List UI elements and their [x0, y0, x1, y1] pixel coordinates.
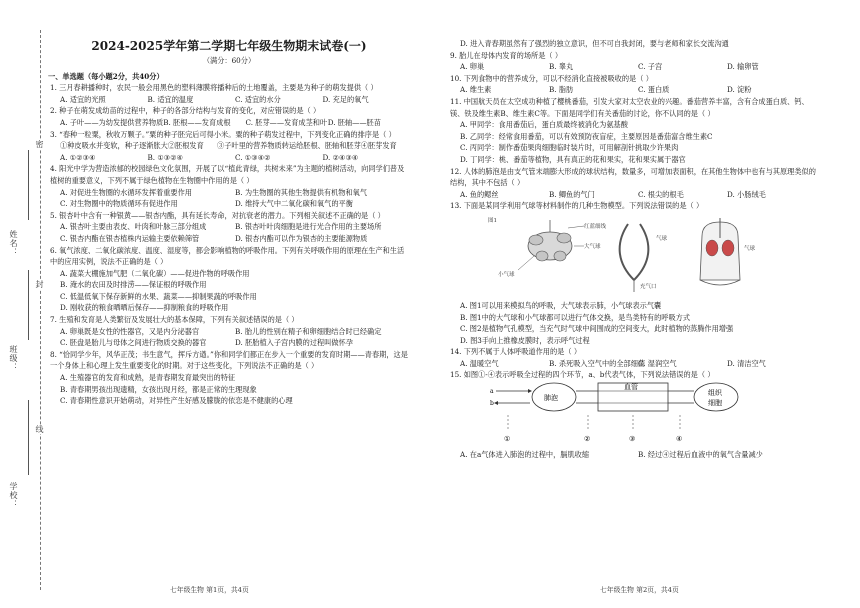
- answer-option: B. 胚根——发育成根: [163, 117, 231, 127]
- tissue-label: 组织: [708, 389, 722, 398]
- question-stem: 10. 下列食物中的营养成分，可以不经消化直接被吸收的是（ ）: [450, 73, 653, 83]
- answer-option: D. 进入青春期虽然有了强烈的独立意识，但不可自我封闭，要与老师和家长交流沟通: [460, 39, 729, 48]
- seal-dashed-line: [40, 30, 41, 590]
- option-row: [48, 291, 410, 303]
- question-stem: 12. 人体的肺泡是由支气管末端膨大形成的球状结构，数量多，可增加表面积，在其他生物体中也有与其原理类似的结构，其中不包括（ ）: [450, 166, 816, 188]
- option-row: [48, 187, 410, 199]
- score-note: （满分：60分）: [202, 56, 256, 65]
- option-row: [48, 198, 410, 210]
- option-row: [48, 268, 410, 280]
- class-label: 班级：: [9, 345, 18, 372]
- answer-option: C. 适宜的水分: [235, 94, 281, 104]
- answer-option: A. 温暖空气: [460, 358, 499, 368]
- answer-option: B. 脂肪: [549, 85, 574, 95]
- question-stem: 8. “恰同学少年，风华正茂；书生意气，挥斥方遒。”你和同学们都正在步入一个重要的发育时期——青春期，这是一个身体上和心理上发生重要变化的时期。对于这些变化，下列说法不正确的是（ ）: [50, 349, 408, 371]
- answer-option: D. 小肠绒毛: [727, 189, 766, 199]
- option-row: [48, 395, 410, 407]
- page-left-column: [48, 0, 410, 608]
- figure-13-models: [488, 214, 816, 296]
- answer-option: B. 青春期男孩出现遗精，女孩出现月经，都是正常的生理现象: [60, 384, 257, 394]
- answer-option: C. 图2是植物气孔模型，当充气时气球中间围成的空间变大，此时植物的蒸腾作用增强: [460, 324, 734, 334]
- answer-option: C. 青春期性意识开始萌动，对异性产生好感及朦胧的依恋是不健康的心理: [60, 396, 293, 406]
- answer-option: D. 图3手向上推橡皮膜时，表示呼气过程: [460, 335, 590, 345]
- answer-option: A. 适宜的光照: [60, 94, 106, 104]
- question-list: [448, 38, 816, 212]
- alveolus-label: 肺泡: [544, 394, 558, 403]
- answer-option: A. 在a气体进入肺泡的过程中，膈肌收缩: [460, 450, 590, 460]
- class-blank-line: [28, 270, 29, 340]
- answer-option: D. 淀粉: [727, 85, 752, 95]
- answer-option: ③子叶里的营养物质转运给胚根、胚轴和胚芽: [217, 141, 361, 151]
- answer-option: D. ②④③④: [322, 152, 359, 162]
- gas-a-label: a: [490, 388, 494, 396]
- answer-option: C. 蛋白质: [638, 85, 670, 95]
- answer-option: B. ①③②④: [147, 152, 184, 162]
- answer-option: D. 维持大气中二氧化碳和氧气的平衡: [235, 199, 353, 209]
- option-row: [48, 94, 410, 106]
- answer-option: A. 维生素: [460, 85, 492, 95]
- figure-15-respiration: [488, 381, 816, 447]
- answer-option: A. 银杏叶主要由表皮、叶肉和叶脉三部分组成: [60, 222, 207, 232]
- answer-option: C. 胚芽——发育成茎和叶: [245, 117, 328, 127]
- option-row: [448, 38, 816, 50]
- question-stem: 15. 如图①-④表示呼吸全过程的四个环节，a、b代表气体，下列说法错误的是（ ）: [450, 370, 715, 380]
- option-row: [48, 384, 410, 396]
- option-row: [48, 233, 410, 245]
- answer-option: B. 经过④过程后血液中的氧气含量减少: [638, 450, 763, 460]
- page-footer-right: 七年级生物 第2页，共4页: [600, 586, 679, 594]
- answer-option: ②胚根发育: [167, 141, 204, 151]
- option-row: [448, 142, 816, 154]
- option-row: [448, 312, 816, 324]
- option-row: [448, 61, 816, 73]
- answer-option: B. 为生物圈的其他生物提供有机物和氧气: [235, 187, 368, 197]
- answer-option: B. 胎儿的性别在精子和卵细胞结合时已经确定: [235, 326, 382, 336]
- answer-option: D. 丁同学：桃、番茄等植物，具有真正的花和果实，花和果实属于器官: [460, 154, 686, 164]
- answer-option: B. 睾丸: [549, 62, 574, 72]
- stomata-model: [620, 224, 649, 292]
- school-blank-line: [28, 400, 29, 475]
- answer-option: ④胚芽发育: [360, 141, 397, 151]
- answer-option: ①种皮吸水并变软，种子逐渐胀大: [60, 141, 168, 151]
- option-row: [48, 221, 410, 233]
- answer-option: D. 充足的氧气: [322, 94, 369, 104]
- answer-option: B. 淹水的农田及时排涝——保证根的呼吸作用: [60, 280, 207, 290]
- fig-label: 大气球: [584, 243, 601, 250]
- question-stem: 1. 三月春耕播种时，农民一般会用黑色的塑料薄膜将播种后的土地覆盖，主要是为种子的萌发提供（ ）: [50, 83, 378, 93]
- answer-option: D. 刚收获的粮食晒晒后保存——抑制粮食的呼吸作用: [60, 303, 229, 313]
- answer-option: C. 湿润空气: [638, 358, 677, 368]
- question-stem: 4. 阳光中学为营造浓郁的校园绿色文化氛围，开展了以“植此青绿，共树未来”为主题的植树活动，向同学们普及植树的重要意义，下列不属于绿色植物在生物圈中作用的是（ ）: [50, 164, 405, 185]
- question-list: [448, 449, 816, 461]
- name-label: 姓名：: [9, 230, 18, 257]
- answer-option: B. 鲫鱼的气门: [549, 189, 595, 199]
- option-row: [448, 449, 816, 461]
- answer-option: B. 银杏叶叶肉细胞是进行光合作用的主要场所: [235, 222, 382, 232]
- balloon-models-illustration: [488, 214, 788, 296]
- question-stem: 6. 氧气浓度、二氧化碳浓度、温度、湿度等，都会影响植物的呼吸作用。下列有关呼吸作用的原理在生产和生活中的应用实例，说法不正确的是（ ）: [50, 245, 405, 267]
- option-row: [448, 323, 816, 335]
- option-row: [48, 279, 410, 291]
- option-row: [48, 140, 410, 152]
- option-row: [48, 326, 410, 338]
- answer-option: A. 卵巢既是女性的性器官，又是内分泌器官: [60, 326, 200, 336]
- bell-jar-model: [700, 218, 740, 285]
- section-heading: 一、单选题（每小题2分，共40分）: [48, 71, 164, 81]
- fig-label: 气球: [656, 235, 668, 242]
- step-label: ②: [584, 435, 591, 444]
- answer-option: B. 乙同学：经常食用番茄，可以有效预防夜盲症，主要原因是番茄富含维生素C: [460, 131, 713, 141]
- exam-title: 2024-2025学年第二学期七年级生物期末试卷(一): [91, 39, 367, 53]
- option-row: [448, 300, 816, 312]
- option-row: [448, 335, 816, 347]
- answer-option: C. 对生物圈中的物质循环有促进作用: [60, 199, 178, 209]
- option-row: [48, 372, 410, 384]
- question-stem: 7. 生殖和发育是人类繁衍及发展壮大的基本保障，下列有关叙述错误的是（ ）: [50, 315, 299, 325]
- answer-option: C. 根尖的根毛: [638, 189, 684, 199]
- name-blank-line: [28, 150, 29, 220]
- question-stem: 13. 下面是某同学利用气球等材料制作的几种生物模型。下列说法错误的是（ ）: [450, 201, 704, 211]
- gas-b-label: b: [490, 400, 494, 408]
- question-stem: 11. 中国航天员在太空成功种植了樱桃番茄，引发大家对太空农业的兴趣。番茄营养丰富，含有合成蛋白质、钙、镁、铁及维生素B、维生素C等。下面是同学们有关番茄的讨论，你不认同的是（ ）: [450, 96, 809, 118]
- step-label: ③: [629, 435, 636, 444]
- answer-option: C. 胚盘是胎儿与母体之间进行物质交换的器官: [60, 338, 207, 348]
- answer-option: C. 丙同学：制作番茄果肉细胞临时装片时，可用解剖针挑取少许果肉: [460, 143, 679, 153]
- question-list: [48, 82, 410, 407]
- page-right-column: [448, 0, 816, 608]
- option-row: [48, 302, 410, 314]
- answer-option: A. 子叶——为幼发提供营养物质: [60, 117, 164, 127]
- fig-label: 红蓝细线: [584, 223, 607, 230]
- option-row: [448, 131, 816, 143]
- answer-option: C. 子宫: [638, 62, 663, 72]
- step-label: ①: [504, 435, 511, 444]
- answer-option: B. 适宜的温度: [147, 94, 194, 104]
- answer-option: A. 甲同学：食用番茄后，蛋白质最终被消化为氨基酸: [460, 120, 628, 130]
- answer-option: D. 胚胎植入子宫内膜的过程叫做怀孕: [235, 338, 353, 348]
- answer-option: A. 对促进生物圈的水循环发挥着重要作用: [60, 187, 192, 197]
- option-row: [448, 84, 816, 96]
- answer-option: D. 胚轴——胚苗: [327, 117, 381, 127]
- fig-label: 充气口: [640, 283, 657, 290]
- answer-option: D. 输卵管: [727, 62, 759, 72]
- fig-label: 气球: [744, 245, 756, 252]
- vessel-label: 血管: [624, 383, 638, 392]
- answer-option: C. ①③④②: [235, 152, 271, 162]
- answer-option: A. 蔬菜大棚施加气肥（二氧化碳）——促进作物的呼吸作用: [60, 268, 250, 278]
- binding-margin: [0, 0, 46, 608]
- school-label: 学校：: [9, 482, 18, 509]
- question-list: [448, 300, 816, 381]
- option-row: [448, 154, 816, 166]
- question-stem: 14. 下列不属于人体呼吸道作用的是（ ）: [450, 347, 582, 357]
- option-row: [448, 189, 816, 201]
- answer-option: C. 低温低氧下保存新鲜的水果、蔬菜——抑制果蔬的呼吸作用: [60, 291, 257, 301]
- answer-option: B. 图1中的大气球和小气球都可以进行气体交换，是鸟类特有的呼吸方式: [460, 312, 691, 322]
- question-stem: 9. 胎儿在母体内发育的场所是（ ）: [450, 50, 563, 60]
- fig-label: 图1: [488, 217, 497, 224]
- option-row: [48, 337, 410, 349]
- page-footer-left: 七年级生物 第1页，共4页: [170, 586, 249, 594]
- option-row: [48, 117, 410, 129]
- answer-option: D. 清洁空气: [727, 358, 766, 368]
- answer-option: A. ①②③④: [60, 152, 96, 162]
- tissue-label: 细胞: [708, 399, 722, 408]
- answer-option: B. 杀死吸入空气中的全部细菌: [549, 358, 646, 368]
- option-row: [448, 119, 816, 131]
- answer-option: A. 生殖器官的发育和成熟，是青春期发育最突出的特征: [60, 373, 236, 383]
- answer-option: A. 图1可以用来模拟鸟的呼吸，大气球表示肺，小气球表示气囊: [460, 300, 662, 310]
- option-row: [448, 358, 816, 370]
- answer-option: C. 银杏内酯在银杏植株内运输主要依赖筛管: [60, 233, 200, 243]
- seal-mark: 线: [35, 425, 44, 434]
- answer-option: A. 卵巢: [460, 62, 485, 72]
- option-row: [48, 152, 410, 164]
- seal-mark: 密: [35, 140, 44, 149]
- question-stem: 5. 银杏叶中含有一种银黄——银杏内酯，具有延长寿命，对抗衰老的潜力。下列相关叙述不正确的是（ ）: [50, 210, 385, 220]
- step-label: ④: [676, 435, 683, 444]
- bird-lung-model: [518, 220, 584, 270]
- answer-option: D. 银杏内酯可以作为银杏的主要能源物质: [235, 233, 368, 243]
- question-stem: 3. “春种一粒粟，秋收万颗子。”粟的种子胚完后可得小米。粟的种子萌发过程中，下列变化正确的排序是（ ）: [50, 129, 396, 139]
- seal-mark: 封: [35, 280, 44, 289]
- answer-option: A. 鱼的鳃丝: [460, 189, 499, 199]
- respiration-process-diagram: [488, 381, 758, 447]
- fig-label: 小气球: [498, 271, 515, 278]
- question-stem: 2. 种子在萌发成幼苗的过程中，种子的各部分结构与发育的变化，对应错误的是（ ）: [50, 106, 321, 116]
